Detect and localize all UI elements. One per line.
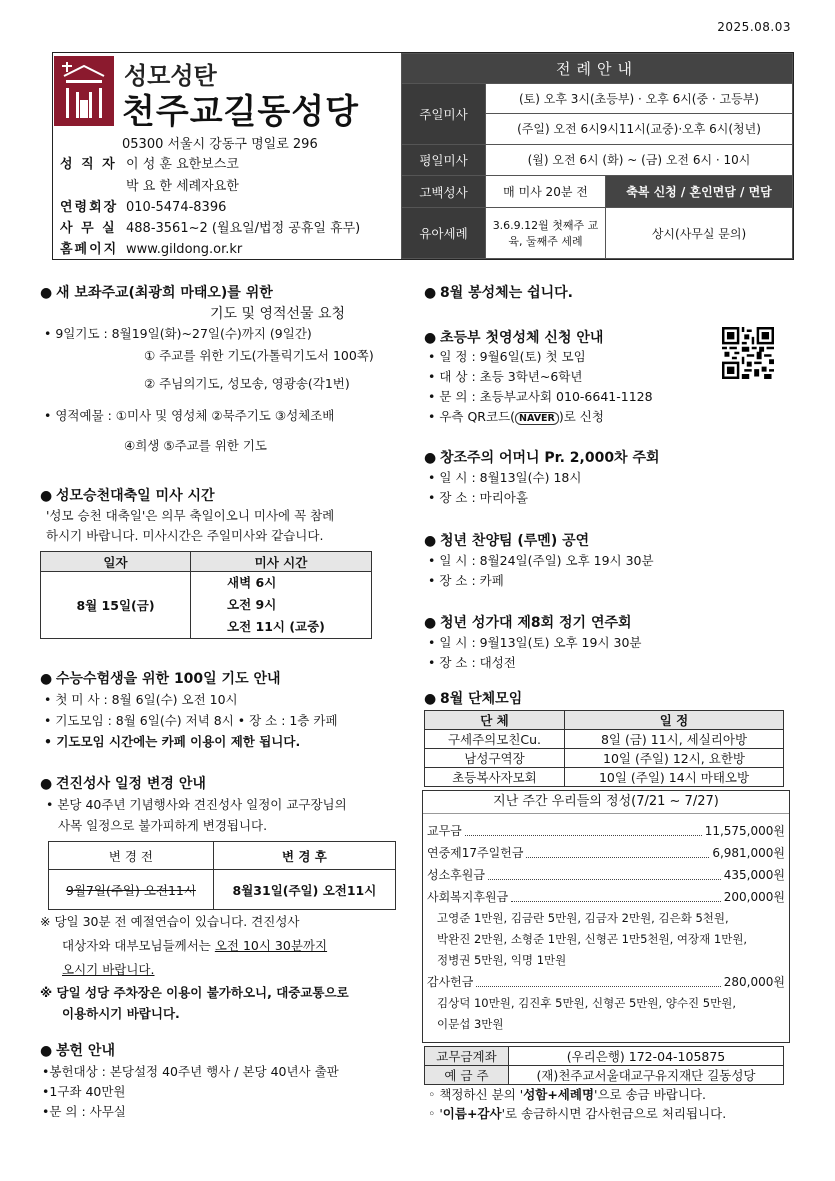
account-holder: (재)천주교서울대교구유지재단 길동성당 (509, 1066, 784, 1085)
s4-title: ● 견진성사 일정 변경 안내 (40, 776, 206, 792)
r5-title: ● 청년 성가대 제8회 정기 연주회 (424, 615, 632, 631)
after-date: 8월31일(주일) 오전11시 (213, 870, 395, 910)
sunday-label: 주일미사 (402, 84, 486, 145)
church-subtitle: 성모성탄 (124, 62, 217, 90)
bullet-icon: ● (40, 776, 53, 792)
bullet-icon: ● (424, 691, 437, 707)
donor-list: 이문섭 3만원 (437, 1017, 504, 1031)
s4-note-2-underline: 오전 10시 30분까지 (214, 938, 328, 953)
bank-account-table (424, 1046, 784, 1085)
s3-title: ● 수능수험생을 위한 100일 기도 안내 (40, 671, 281, 687)
r4-line-1: • 일 시 : 8월24일(주일) 오후 19시 30분 (428, 553, 654, 568)
r2-line-1: • 일 정 : 9월6일(토) 첫 모임 (428, 349, 586, 364)
s2-line-1: '성모 승천 대축일'은 의무 축일이오니 미사에 꼭 참례 (46, 508, 335, 523)
s1-title-b: 기도 및 영적선물 요청 (210, 306, 346, 322)
mass-time-1: 새벽 6시 (227, 575, 277, 590)
bank-note-2: ◦ ' (428, 1106, 443, 1121)
r2-title: ● 초등부 첫영성체 신청 안내 (424, 330, 604, 346)
s4-note-5: 이용하시기 바랍니다. (62, 1006, 180, 1021)
s1-line-3: ② 주님의기도, 성모송, 영광송(각1번) (144, 376, 350, 391)
weekday-label: 평일미사 (402, 144, 486, 176)
priest-label: 성 직 자 (60, 157, 117, 172)
s5-line-1: •봉헌대상 : 본당설정 40주년 행사 / 본당 40년사 출판 (42, 1064, 339, 1079)
sunday-mass-1: (토) 오후 3시(초등부) · 오후 6시(중 · 고등부) (486, 84, 793, 114)
table-header: 일 정 (565, 711, 784, 730)
bullet-icon: ● (424, 330, 437, 346)
s5-title: ● 봉헌 안내 (40, 1043, 115, 1059)
schedule-title: 전례안내 (402, 54, 793, 84)
donor-list: 고영준 1만원, 김금란 5만원, 김금자 2만원, 김은화 5천원, (437, 911, 729, 925)
r2-line-3: • 문 의 : 초등부교사회 010-6641-1128 (428, 389, 653, 404)
bullet-icon: ● (424, 533, 437, 549)
bullet-icon: ● (40, 488, 53, 504)
table-row: 구세주의모친Cu. 8일 (금) 11시, 세실리아방 (425, 730, 784, 749)
donor-list: 정병권 5만원, 익명 1만원 (437, 953, 567, 967)
bank-note-1: ◦ 책정하신 분의 ' (428, 1087, 524, 1102)
s3-line-1: • 첫 미 사 : 8월 6일(수) 오전 10시 (44, 692, 238, 707)
offering-row: 성소후원금 435,000원 (423, 864, 789, 886)
r3-line-1: • 일 시 : 8월13일(수) 18시 (428, 470, 582, 485)
liturgy-schedule (401, 53, 793, 259)
s3-line-3: • 기도모임 시간에는 카페 이용이 제한 됩니다. (44, 734, 301, 749)
offering-row: 사회복지후원금 200,000원 (423, 886, 789, 908)
sunday-mass-2: (주일) 오전 6시9시11시(교중)·오후 6시(청년) (486, 114, 793, 144)
offering-row: 교무금 11,575,000원 (423, 820, 789, 842)
s1-line-4: • 영적예물 : ①미사 및 영성체 ②묵주기도 ③성체조배 (44, 408, 335, 423)
confirmation-change-table (48, 841, 396, 910)
offering-report (422, 790, 790, 1043)
s4-note-4: ※ 당일 성당 주차장은 이용이 불가하오니, 대중교통으로 (40, 985, 349, 1000)
s1-line-2: ① 주교를 위한 기도(가톨릭기도서 100쪽) (144, 348, 374, 363)
bullet-icon: ● (40, 285, 53, 301)
bank-label: 교무금계좌 (425, 1047, 509, 1066)
s4-line-1: • 본당 40주년 기념행사와 견진성사 일정이 교구장님의 (46, 797, 347, 812)
bulletin-date: 2025.08.03 (717, 20, 791, 34)
office-label: 사 무 실 (60, 221, 117, 236)
offering-title: 지난 주간 우리들의 정성(7/21 ~ 7/27) (423, 791, 789, 814)
bank-account: (우리은행) 172-04-105875 (509, 1047, 784, 1066)
homepage-label: 홈페이지 (60, 242, 119, 257)
table-row: 초등복사자모회 10일 (주일) 14시 마태오방 (425, 768, 784, 787)
donor-list: 박완진 2만원, 소형준 1만원, 신형곤 1만5천원, 여장재 1만원, (437, 932, 748, 946)
r5-line-2: • 장 소 : 대성전 (428, 655, 516, 670)
s4-line-2: 사목 일정으로 불가피하게 변경됩니다. (58, 818, 268, 833)
offering-row: 감사헌금 280,000원 (423, 971, 789, 993)
naver-logo: NAVER (515, 412, 559, 425)
r4-title: ● 청년 찬양팀 (루멘) 공연 (424, 533, 590, 549)
office-phone: 488-3561~2 (월요일/법정 공휴일 휴무) (126, 221, 361, 236)
infant-baptism: 3.6.9.12월 첫째주 교육, 둘째주 세례 (486, 208, 606, 259)
s1-line-1: • 9일기도 : 8월19일(화)~27일(수)까지 (9일간) (44, 326, 312, 341)
s5-line-3: •문 의 : 사무실 (42, 1104, 126, 1119)
donor-list: 김상덕 10만원, 김진후 5만원, 신형곤 5만원, 양수진 5만원, (437, 996, 736, 1010)
blessing-note: 축복 신청 / 혼인면담 / 면담 (606, 176, 793, 208)
mass-time-2: 오전 9시 (227, 597, 277, 612)
qr-code[interactable] (722, 327, 774, 379)
church-name: 천주교길동성당 (122, 92, 359, 132)
bullet-icon: ● (424, 285, 437, 301)
s1-line-5: ④희생 ⑤주교를 위한 기도 (124, 438, 268, 453)
group-meeting-table (424, 710, 784, 787)
table-header: 변 경 전 (49, 842, 214, 870)
table-header: 미사 시간 (191, 552, 372, 572)
r5-line-1: • 일 시 : 9월13일(토) 오후 19시 30분 (428, 635, 642, 650)
r2-line-2: • 대 상 : 초등 3학년~6학년 (428, 369, 583, 384)
s4-note-1: ※ 당일 30분 전 예절연습이 있습니다. 견진성사 (40, 914, 300, 929)
r2-line-4: • 우측 QR코드( (428, 409, 516, 424)
confession-time: 매 미사 20분 전 (486, 176, 606, 208)
mass-time-3: 오전 11시 (교중) (227, 619, 325, 634)
table-header: 일자 (41, 552, 191, 572)
table-header: 단 체 (425, 711, 565, 730)
s4-note-2: 대상자와 대부모님들께서는 (62, 938, 215, 953)
s1-title: ● 새 보좌주교(최광희 마태오)를 위한 (40, 285, 273, 301)
infant-right: 상시(사무실 문의) (606, 208, 793, 259)
priest-2: 박 요 한 세례자요한 (126, 179, 239, 194)
homepage-link[interactable]: www.gildong.or.kr (126, 242, 243, 257)
assumption-date: 8월 15일(금) (41, 572, 191, 639)
bullet-icon: ● (424, 615, 437, 631)
council-label: 연령회장 (60, 200, 119, 215)
bullet-icon: ● (40, 1043, 53, 1059)
table-row: 남성구역장 10일 (주일) 12시, 요한방 (425, 749, 784, 768)
assumption-mass-table (40, 551, 372, 639)
council-phone: 010-5474-8396 (126, 200, 227, 215)
priest-1: 이 성 훈 요한보스코 (126, 157, 239, 172)
r1-title: ● 8월 봉성체는 쉽니다. (424, 285, 573, 301)
s4-note-3: 오시기 바랍니다. (62, 962, 155, 977)
r3-line-2: • 장 소 : 마리아홀 (428, 490, 528, 505)
church-logo (54, 56, 114, 126)
church-logo-icon (54, 56, 114, 126)
r3-title: ● 창조주의 어머니 Pr. 2,000차 주회 (424, 450, 660, 466)
s2-line-2: 하시기 바랍니다. 미사시간은 주일미사와 같습니다. (46, 528, 324, 543)
r6-title: ● 8월 단체모임 (424, 691, 523, 707)
s3-line-2: • 기도모임 : 8월 6일(수) 저녁 8시 • 장 소 : 1층 카페 (44, 713, 338, 728)
qr-code-icon (722, 327, 774, 379)
bullet-icon: ● (40, 671, 53, 687)
table-header: 변 경 후 (213, 842, 395, 870)
weekday-mass: (월) 오전 6시 (화) ~ (금) 오전 6시 · 10시 (486, 144, 793, 176)
address: 05300 서울시 강동구 명일로 296 (122, 137, 318, 152)
s2-title: ● 성모승천대축일 미사 시간 (40, 488, 215, 504)
bullet-icon: ● (424, 450, 437, 466)
before-date: 9월7일(주일) 오전11시 (49, 870, 214, 910)
holder-label: 예 금 주 (425, 1066, 509, 1085)
confession-label: 고백성사 (402, 176, 486, 208)
offering-row: 연중제17주일헌금 6,981,000원 (423, 842, 789, 864)
s5-line-2: •1구좌 40만원 (42, 1084, 126, 1099)
r4-line-2: • 장 소 : 카페 (428, 573, 504, 588)
infant-label: 유아세례 (402, 208, 486, 259)
